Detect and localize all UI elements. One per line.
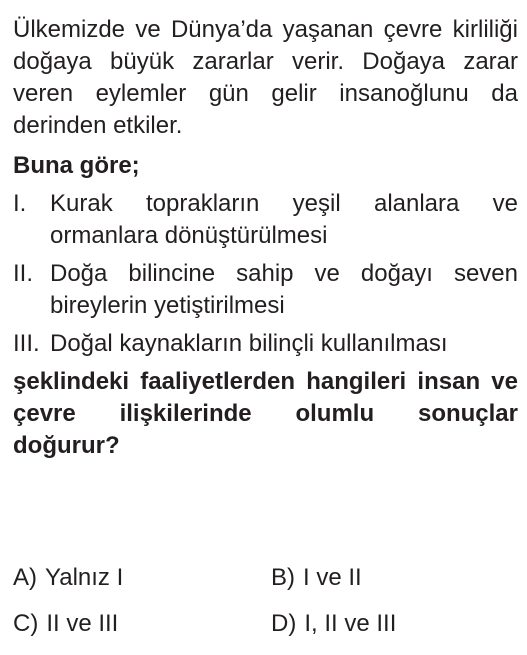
question-prompt: şeklindeki faaliyetlerden hangileri insan ve çevre ilişkilerinde olumlu sonuçlar doğurur? [13, 368, 518, 459]
option-c[interactable] [13, 608, 271, 640]
option-letter: A) [13, 564, 37, 591]
option-text: Yalnız I [45, 564, 124, 591]
option-letter: C) [13, 610, 39, 637]
option-text: II ve III [46, 610, 119, 637]
statement-item-1 [13, 188, 518, 252]
answer-options [13, 562, 518, 640]
question-lead: Buna göre; [13, 152, 140, 179]
question-body [13, 14, 518, 462]
option-a[interactable] [13, 562, 271, 594]
option-text: I, II ve III [304, 610, 397, 637]
option-d[interactable] [271, 608, 518, 640]
statement-item-2 [13, 258, 518, 322]
option-text: I ve II [303, 564, 362, 591]
option-letter: D) [271, 610, 297, 637]
option-letter: B) [271, 564, 295, 591]
statement-list [13, 188, 518, 360]
statement-number: I. [13, 190, 27, 217]
statement-item-3 [13, 328, 518, 360]
statement-text: Doğa bilincine sahip ve doğayı seven bireylerin yetiştirilmesi [50, 260, 518, 319]
option-b[interactable] [271, 562, 518, 594]
statement-text: Kurak toprakların yeşil alanlara ve ormanlara dönüştürülmesi [50, 190, 518, 249]
statement-number: II. [13, 260, 34, 287]
question-stem: Ülkemizde ve Dünya’da yaşanan çevre kirliliği doğaya büyük zararlar verir. Doğaya zarar veren eylemler gün gelir insanoğlunu da derinden etkiler. [13, 16, 518, 139]
statement-text: Doğal kaynakların bilinçli kullanılması [50, 330, 448, 357]
statement-number: III. [13, 330, 40, 357]
